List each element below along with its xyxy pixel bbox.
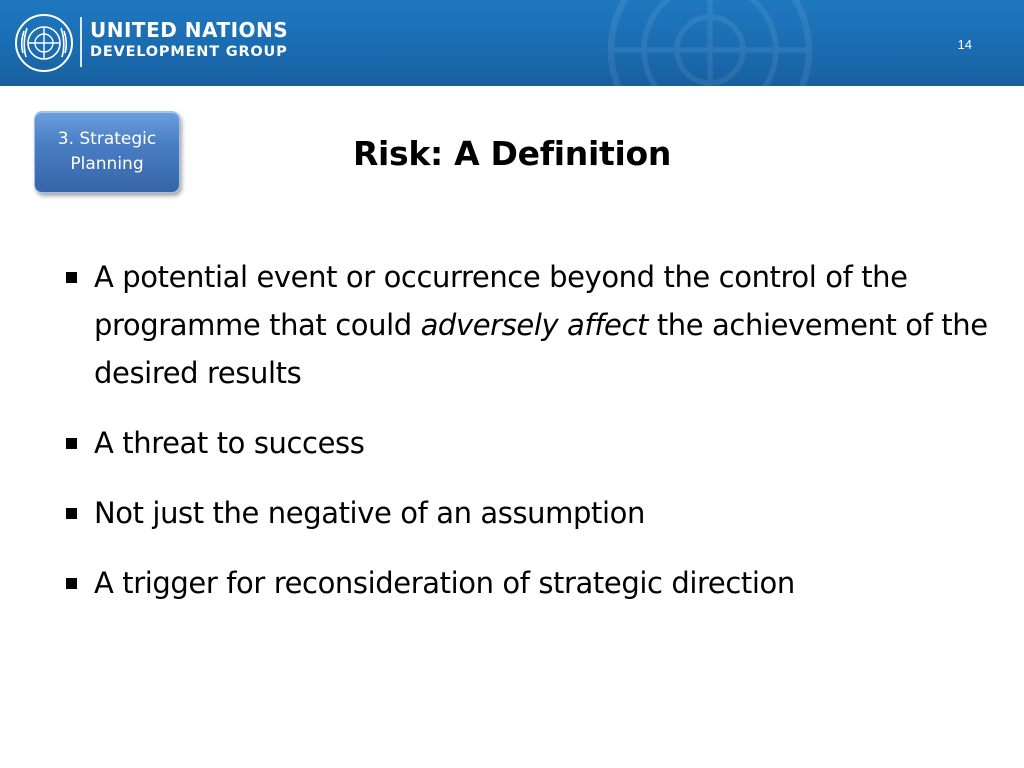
slide-number: 14 bbox=[957, 37, 972, 52]
bullet-text: Not just the negative of an assumption bbox=[94, 496, 645, 530]
slide-header bbox=[0, 0, 1024, 86]
organization-name bbox=[90, 20, 288, 60]
bullet-text: A potential event or occurrence beyond the control of the programme that could bbox=[94, 260, 908, 342]
org-name-line1: UNITED NATIONS bbox=[90, 18, 289, 42]
section-badge-label: 3. Strategic Planning bbox=[57, 129, 157, 174]
un-watermark-icon bbox=[360, 0, 1024, 86]
bullet-item bbox=[62, 253, 992, 397]
bullet-item bbox=[62, 489, 992, 537]
bullet-text: A threat to success bbox=[94, 426, 365, 460]
square-bullet-icon bbox=[66, 578, 77, 589]
square-bullet-icon bbox=[66, 508, 77, 519]
bullet-emphasis: adversely affect bbox=[420, 308, 649, 342]
un-emblem-icon bbox=[14, 13, 74, 73]
square-bullet-icon bbox=[66, 438, 77, 449]
bullet-list bbox=[62, 253, 992, 629]
bullet-text: the achievement of the desired results bbox=[94, 308, 988, 390]
bullet-item bbox=[62, 419, 992, 467]
slide-title: Risk: A Definition bbox=[352, 134, 672, 173]
square-bullet-icon bbox=[66, 272, 77, 283]
bullet-item bbox=[62, 559, 992, 607]
bullet-text: A trigger for reconsideration of strategic direction bbox=[94, 566, 795, 600]
logo-divider bbox=[80, 17, 82, 67]
org-name-line2: DEVELOPMENT GROUP bbox=[90, 44, 288, 60]
